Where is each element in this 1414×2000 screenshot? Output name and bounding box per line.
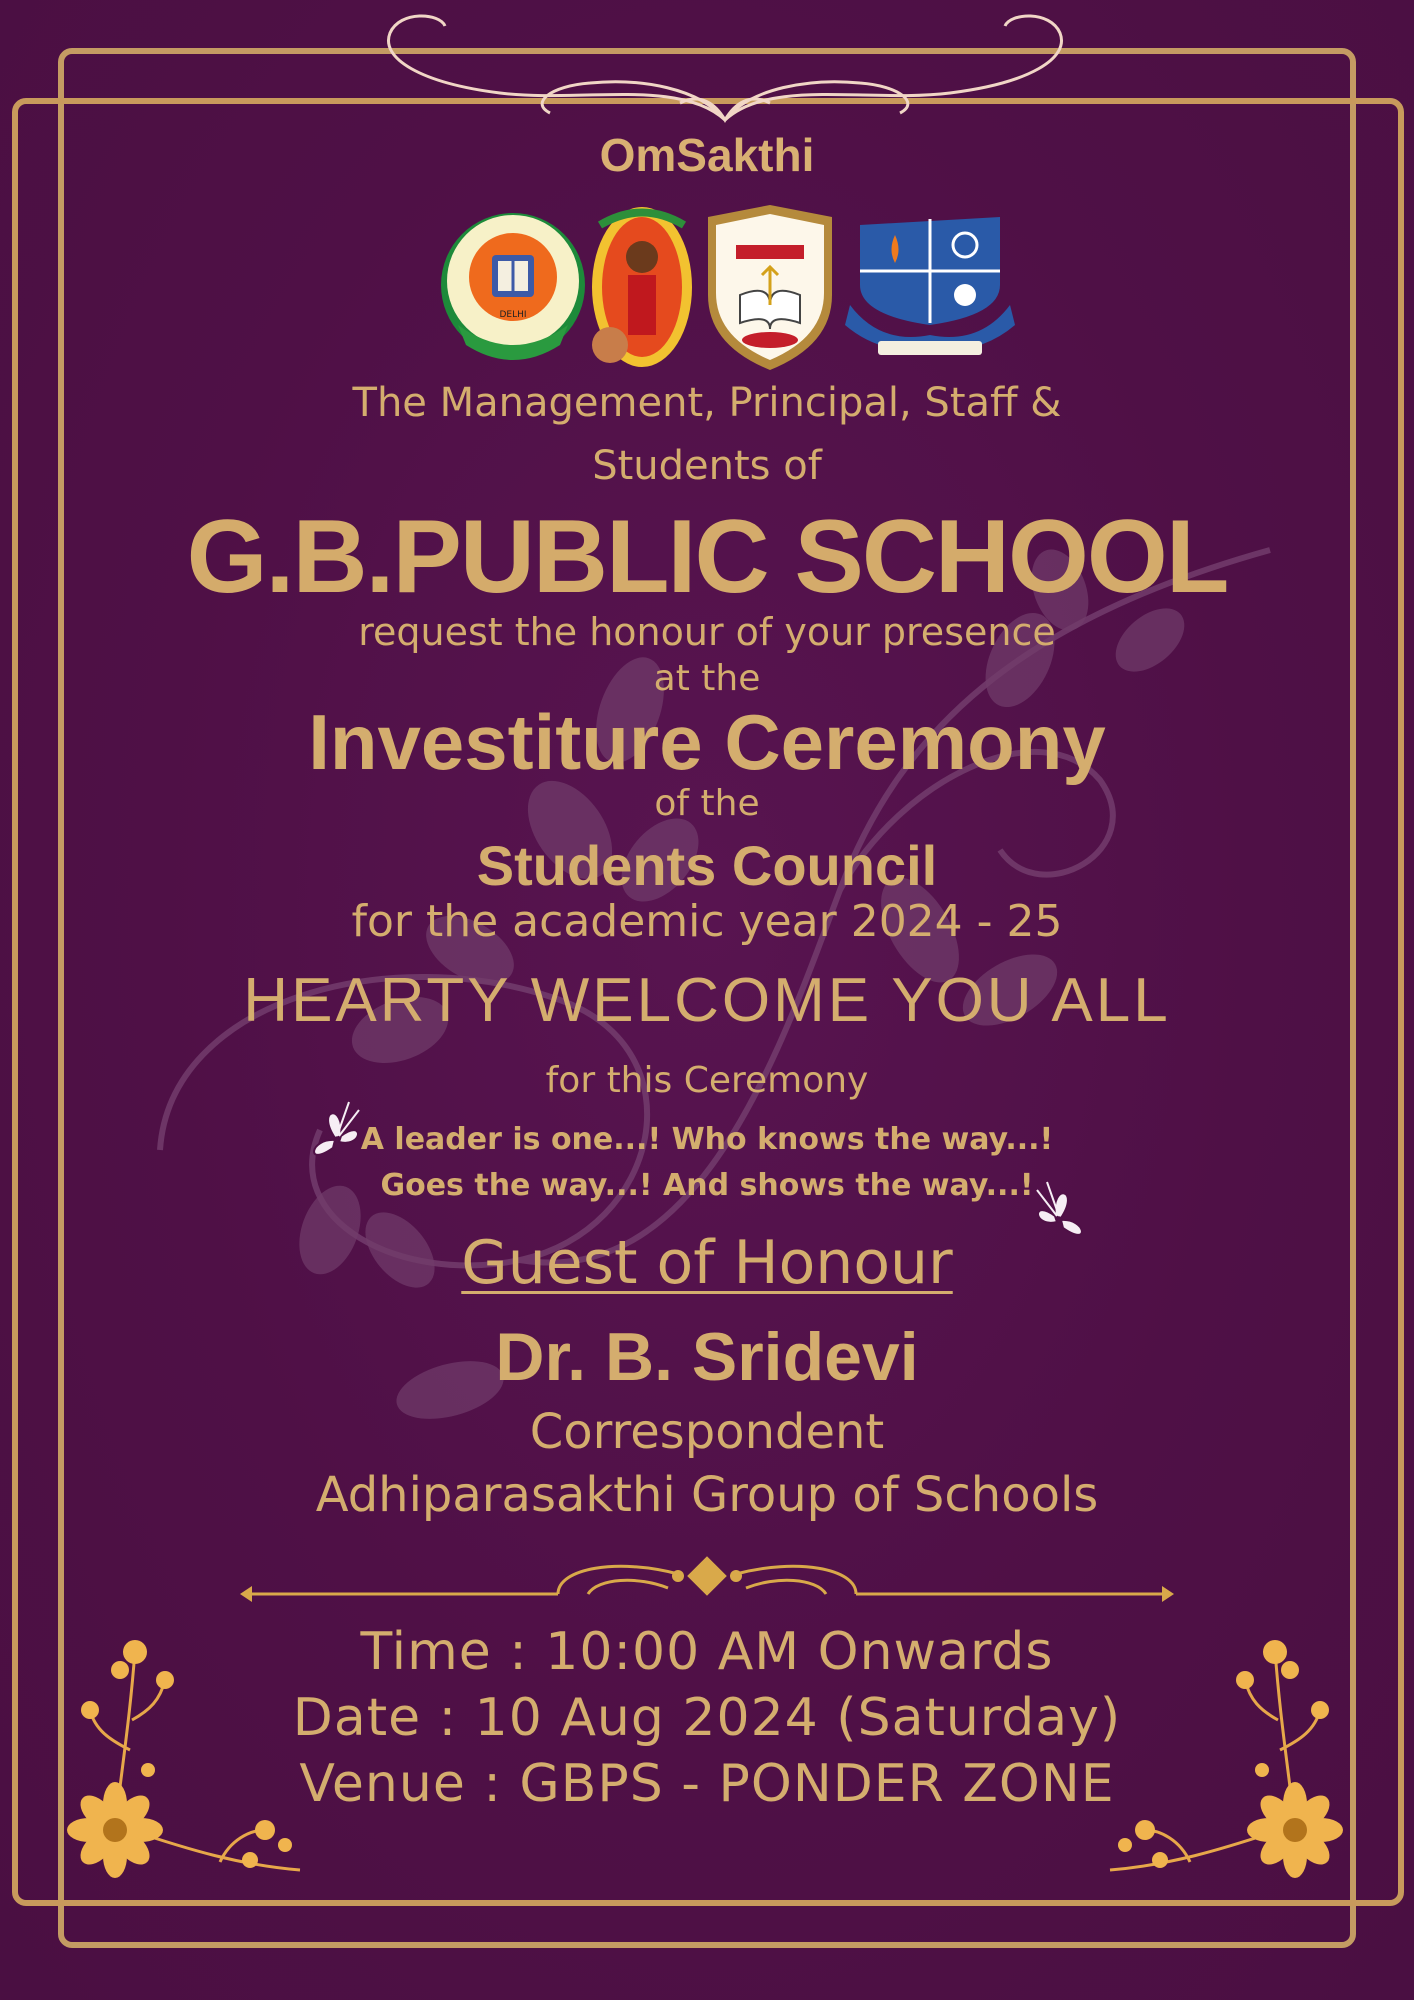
top-swirl-ornament bbox=[380, 8, 1070, 128]
at-the-line: at the bbox=[653, 658, 761, 699]
of-the-line: of the bbox=[654, 783, 760, 824]
school-name: G.B.PUBLIC SCHOOL bbox=[186, 499, 1228, 615]
om-sakthi-heading: OmSakthi bbox=[599, 129, 815, 181]
ceremony-line: for this Ceremony bbox=[545, 1060, 869, 1101]
event-title: Investiture Ceremony bbox=[308, 698, 1106, 786]
flower-corner-icon bbox=[1100, 1630, 1350, 1890]
guest-organization: Adhiparasakthi Group of Schools bbox=[315, 1467, 1099, 1523]
event-date: Date : 10 Aug 2024 (Saturday) bbox=[292, 1688, 1122, 1748]
hosts-line-1: The Management, Principal, Staff & bbox=[352, 380, 1062, 426]
welcome-line: HEARTY WELCOME YOU ALL bbox=[243, 966, 1171, 1035]
flower-corner-icon bbox=[60, 1630, 310, 1890]
quote-line-2: Goes the way...! And shows the way...! bbox=[380, 1168, 1034, 1203]
event-time: Time : 10:00 AM Onwards bbox=[360, 1622, 1054, 1682]
guest-heading bbox=[0, 1228, 1414, 1298]
hosts-line-2: Students of bbox=[592, 443, 822, 489]
svg-text:DELHI: DELHI bbox=[499, 310, 527, 320]
event-venue: Venue : GBPS - PONDER ZONE bbox=[299, 1754, 1115, 1814]
ornamental-divider bbox=[238, 1548, 1176, 1606]
quote-line-1: A leader is one...! Who knows the way...! bbox=[360, 1122, 1054, 1157]
logos-row bbox=[440, 205, 1020, 370]
request-line: request the honour of your presence bbox=[358, 610, 1056, 654]
guest-name: Dr. B. Sridevi bbox=[495, 1319, 919, 1395]
council-title: Students Council bbox=[476, 834, 938, 897]
guest-heading-text: Guest of Honour bbox=[461, 1228, 953, 1298]
academic-year-line: for the academic year 2024 - 25 bbox=[351, 896, 1063, 947]
guest-role: Correspondent bbox=[529, 1404, 885, 1460]
deity-picture-icon bbox=[592, 207, 692, 367]
school-crest-icon bbox=[708, 205, 832, 370]
humanity-education-crest-icon bbox=[845, 217, 1015, 355]
cbse-logo-icon bbox=[441, 213, 585, 360]
